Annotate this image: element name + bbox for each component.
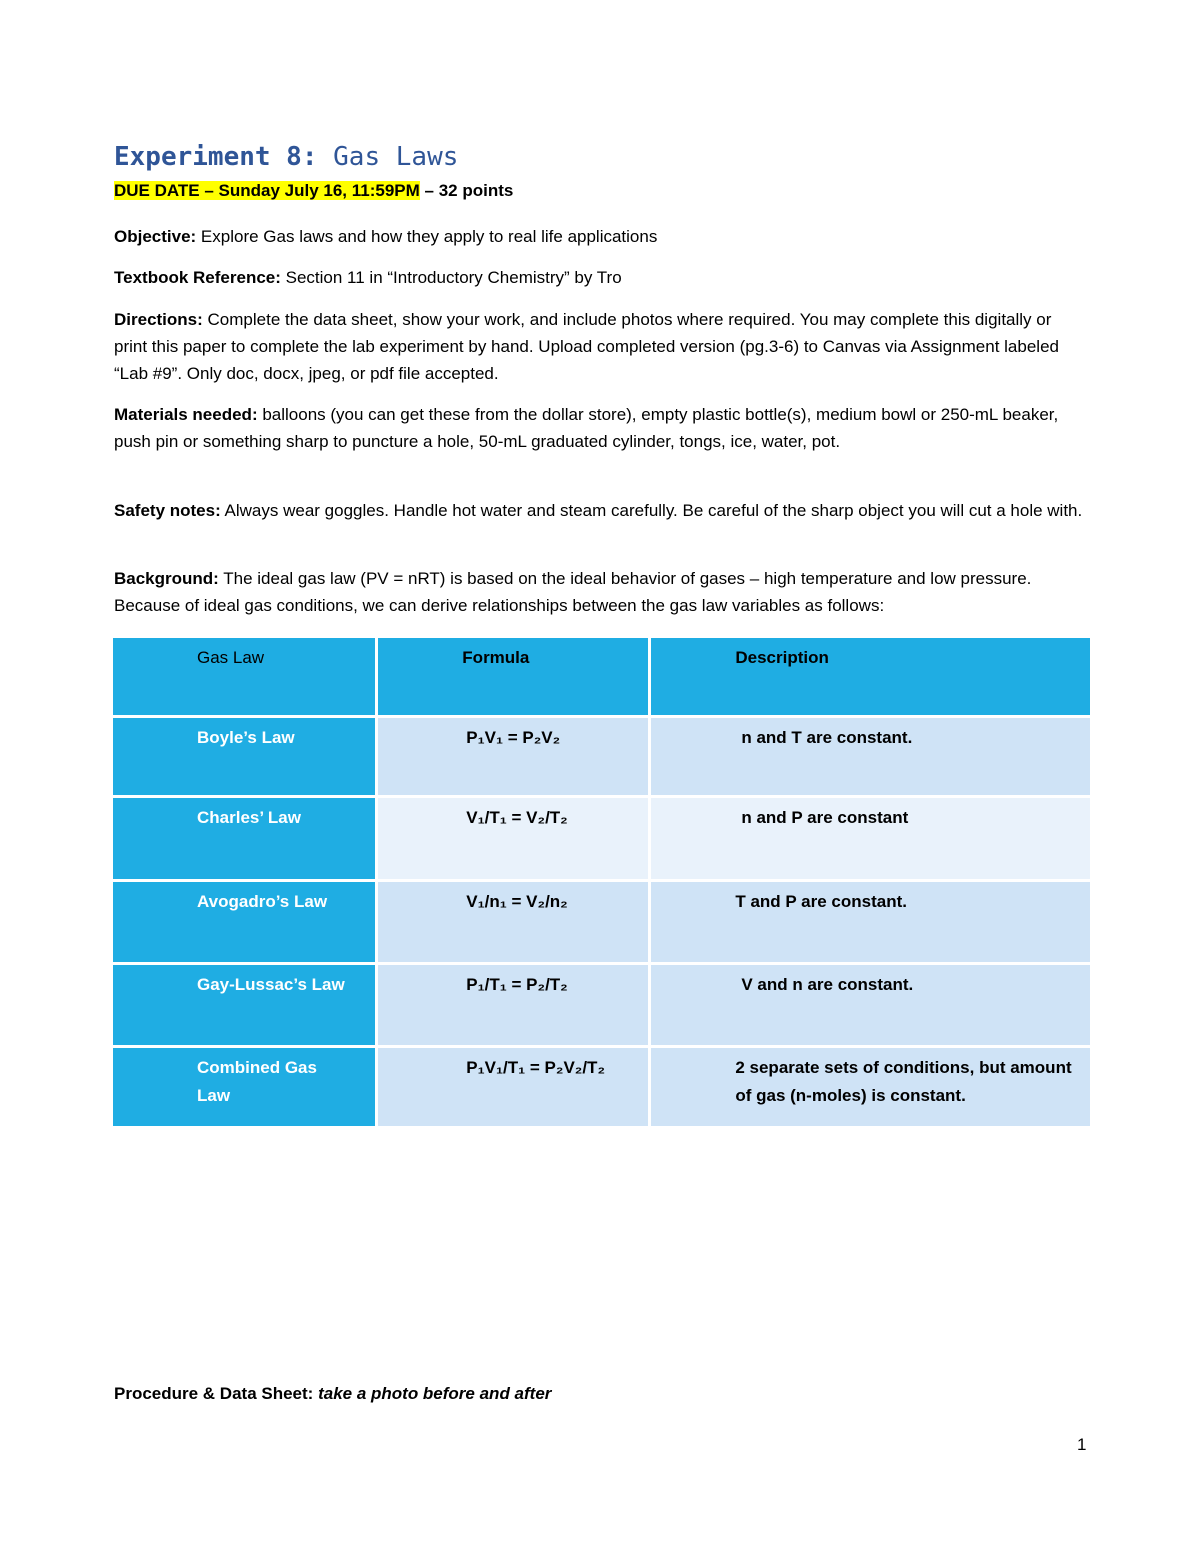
- row-formula: P₁V₁/T₁ = P₂V₂/T₂: [466, 1058, 605, 1077]
- row-description-cell: [651, 1048, 1090, 1126]
- due-date-line: [114, 181, 513, 201]
- due-date-highlight: DUE DATE – Sunday July 16, 11:59PM: [114, 181, 420, 200]
- safety-label: Safety notes:: [114, 501, 221, 520]
- table-row: [113, 1048, 1090, 1126]
- row-formula-cell: [378, 965, 648, 1045]
- gas-laws-table: [110, 635, 1093, 1129]
- background-label: Background:: [114, 569, 219, 588]
- row-description: 2 separate sets of conditions, but amount of gas (n-moles) is constant.: [735, 1058, 1072, 1105]
- row-law: Combined Gas Law: [197, 1058, 317, 1105]
- background-text: The ideal gas law (PV = nRT) is based on the ideal behavior of gases – high temperature and low pressure. Because of ideal gas conditions, we can derive relationships between the gas law variables as follows:: [114, 569, 1032, 615]
- title-bold: Experiment 8:: [114, 142, 318, 172]
- row-law-cell: [113, 798, 375, 879]
- header-gas-law: [113, 638, 375, 715]
- materials-paragraph: [114, 401, 1089, 455]
- materials-text: balloons (you can get these from the dollar store), empty plastic bottle(s), medium bowl or 250-mL beaker, push pin or something sharp to puncture a hole, 50-mL graduated cylinder, tongs, ice, water, pot.: [114, 405, 1059, 451]
- row-description-cell: [651, 965, 1090, 1045]
- objective-text: Explore Gas laws and how they apply to real life applications: [196, 227, 658, 246]
- row-description-cell: [651, 798, 1090, 879]
- page-number: 1: [1077, 1435, 1087, 1454]
- row-formula-cell: [378, 798, 648, 879]
- table-row: [113, 718, 1090, 795]
- materials-label: Materials needed:: [114, 405, 258, 424]
- row-formula-cell: [378, 1048, 648, 1126]
- row-law-cell: [113, 1048, 375, 1126]
- row-description: T and P are constant.: [735, 892, 907, 911]
- procedure-label: Procedure & Data Sheet:: [114, 1384, 314, 1403]
- row-description-cell: [651, 882, 1090, 962]
- header-description: [651, 638, 1090, 715]
- row-formula-cell: [378, 882, 648, 962]
- textbook-paragraph: [114, 264, 1089, 291]
- row-law: Gay-Lussac’s Law: [197, 975, 345, 994]
- row-formula-cell: [378, 718, 648, 795]
- background-paragraph: [114, 565, 1089, 619]
- row-description: n and P are constant: [741, 808, 909, 827]
- row-description-cell: [651, 718, 1090, 795]
- objective-paragraph: [114, 223, 1089, 250]
- procedure-heading: [114, 1380, 1089, 1407]
- safety-text: Always wear goggles. Handle hot water and steam carefully. Be careful of the sharp object you will cut a hole with.: [220, 501, 1083, 520]
- page-title: [114, 142, 458, 172]
- due-points: – 32 points: [419, 181, 514, 200]
- row-law: Avogadro’s Law: [197, 892, 328, 911]
- row-law-cell: [113, 882, 375, 962]
- row-description: V and n are constant.: [741, 975, 914, 994]
- safety-paragraph: [114, 497, 1089, 524]
- table-row: [113, 798, 1090, 879]
- directions-label: Directions:: [114, 310, 203, 329]
- row-law-cell: [113, 965, 375, 1045]
- row-formula: P₁/T₁ = P₂/T₂: [466, 975, 568, 994]
- row-formula: V₁/n₁ = V₂/n₂: [466, 892, 568, 911]
- directions-paragraph: [114, 306, 1089, 387]
- textbook-label: Textbook Reference:: [114, 268, 281, 287]
- table-row: [113, 965, 1090, 1045]
- textbook-text: Section 11 in “Introductory Chemistry” by Tro: [280, 268, 622, 287]
- directions-text: Complete the data sheet, show your work, and include photos where required. You may complete this digitally or print this paper to complete the lab experiment by hand. Upload completed version (pg.3-6) to Canvas via Assignment labeled “Lab #9”. Only doc, docx, jpeg, or pdf file accepted.: [114, 310, 1059, 383]
- table-row: [113, 882, 1090, 962]
- row-formula: V₁/T₁ = V₂/T₂: [466, 808, 568, 827]
- row-description: n and T are constant.: [741, 728, 913, 747]
- row-law: Charles’ Law: [197, 808, 301, 827]
- row-law-cell: [113, 718, 375, 795]
- header-formula-text: Formula: [462, 648, 530, 667]
- title-rest: Gas Laws: [317, 142, 459, 172]
- row-formula: P₁V₁ = P₂V₂: [466, 728, 561, 747]
- header-formula: [378, 638, 648, 715]
- row-law: Boyle’s Law: [197, 728, 295, 747]
- table-header-row: [113, 638, 1090, 715]
- header-gas-law-text: Gas Law: [197, 648, 265, 667]
- header-description-text: Description: [735, 648, 829, 667]
- objective-label: Objective:: [114, 227, 197, 246]
- procedure-text: take a photo before and after: [318, 1384, 552, 1403]
